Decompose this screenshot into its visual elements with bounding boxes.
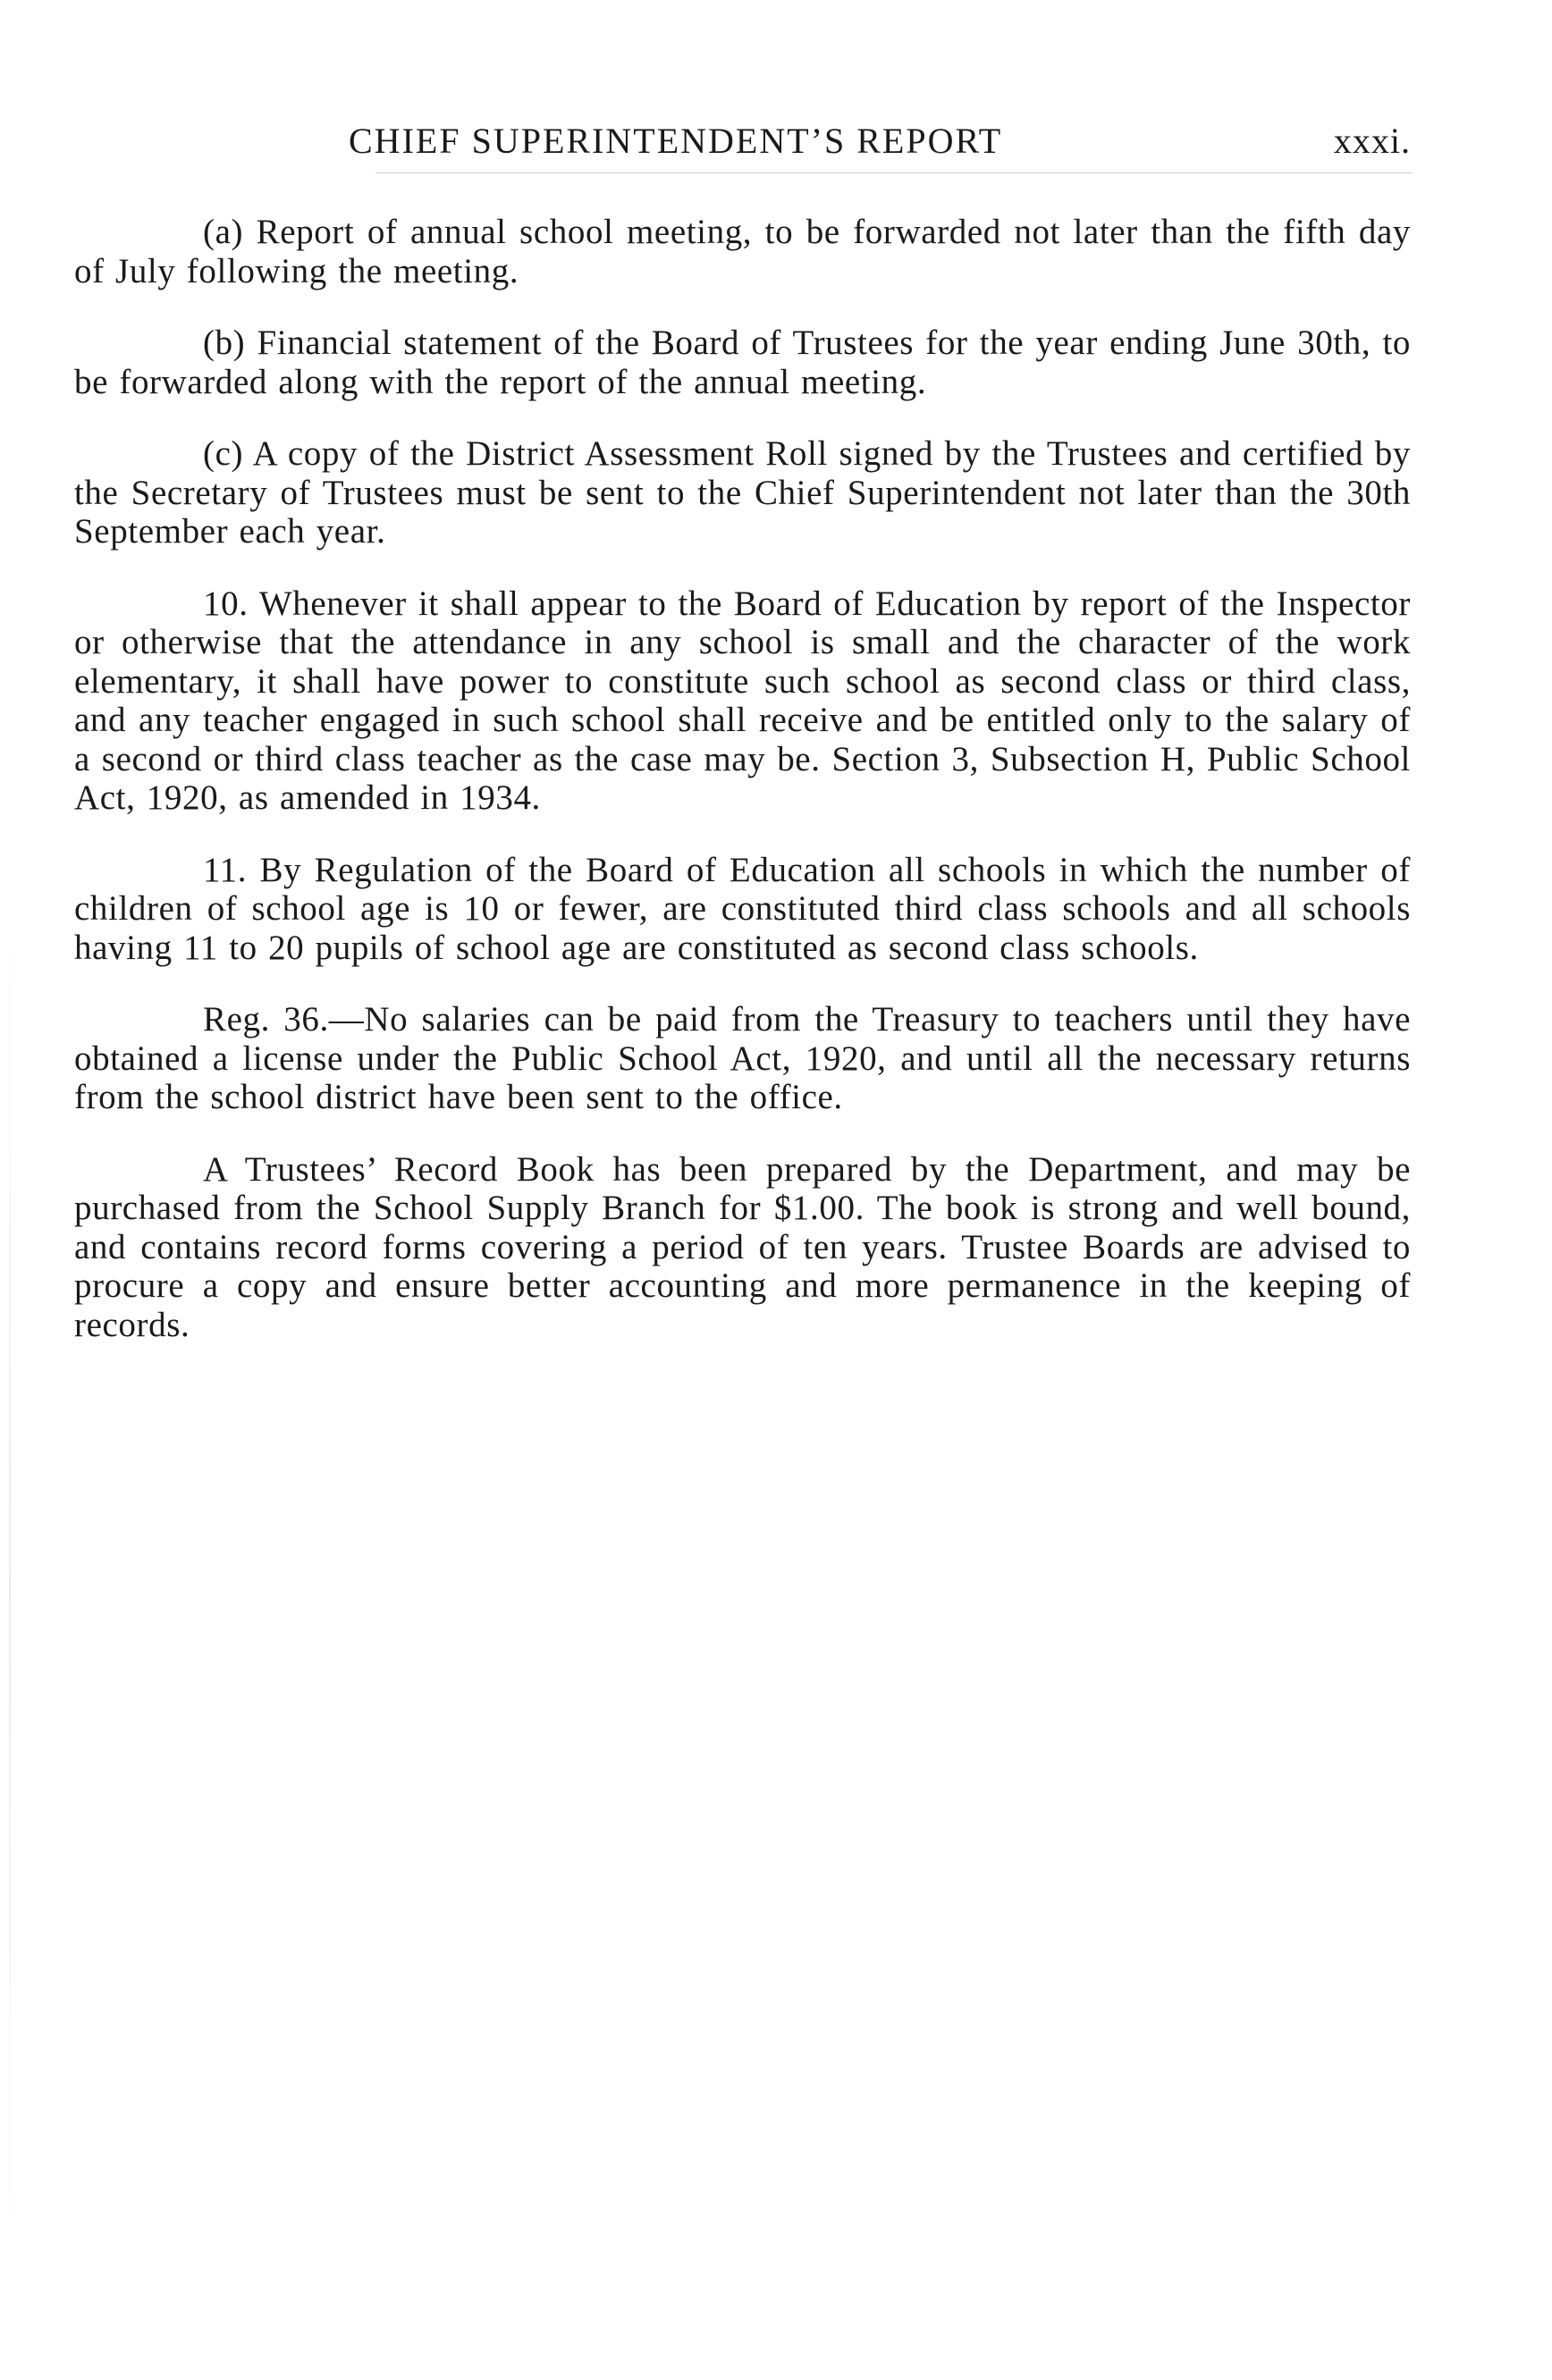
header-rule (375, 172, 1413, 173)
paragraph-10-school-class: 10. Whenever it shall appear to the Board of Education by report of the Inspector or otherwise that the attendance in any school is small and the character of the work elementary, it shall have power to constitute such school as second class or third class, and any teacher engaged in such school shall receive and be entitled only to the salary of a second or third class teacher as the case may be. Section 3, Subsection H, Public School Act, 1920, as amended in 1934. (74, 584, 1411, 817)
paragraph-11-regulation: 11. By Regulation of the Board of Education all schools in which the number of children of school age is 10 or fewer, are constituted third class schools and all schools having 11 to 20 pupils of school age are constituted as second class schools. (74, 850, 1411, 967)
scan-edge-shadow (9, 894, 11, 2279)
paragraph-b-financial-statement: (b) Financial statement of the Board of Trustees for the year ending June 30th, to be forwarded along with the report of the annual meeting. (74, 324, 1411, 401)
paragraph-a-annual-meeting-report: (a) Report of annual school meeting, to be forwarded not later than the fifth day of July following the meeting. (74, 213, 1411, 290)
paragraph-record-book: A Trustees’ Record Book has been prepared by the Department, and may be purchased from the School Supply Branch for $1.00. The book is strong and well bound, and contains record forms covering a period of ten years. Trustee Boards are advised to procure a copy and ensure better accounting and more permanence in the keeping of records. (74, 1149, 1411, 1344)
paragraph-reg-36-salaries: Reg. 36.—No salaries can be paid from the Treasury to teachers until they have obtained a license under the Public School Act, 1920, and until all the necessary returns from the school district have been sent to the office. (74, 1000, 1411, 1116)
paragraph-c-assessment-roll: (c) A copy of the District Assessment Roll signed by the Trustees and certified by the Secretary of Trustees must be sent to the Chief Superintendent not later than the 30th September each year. (74, 434, 1411, 551)
body-text (74, 213, 1411, 1377)
running-head (80, 114, 1409, 168)
running-title: CHIEF SUPERINTENDENT’S REPORT (349, 121, 1003, 161)
page-number: xxxi. (1333, 121, 1411, 161)
